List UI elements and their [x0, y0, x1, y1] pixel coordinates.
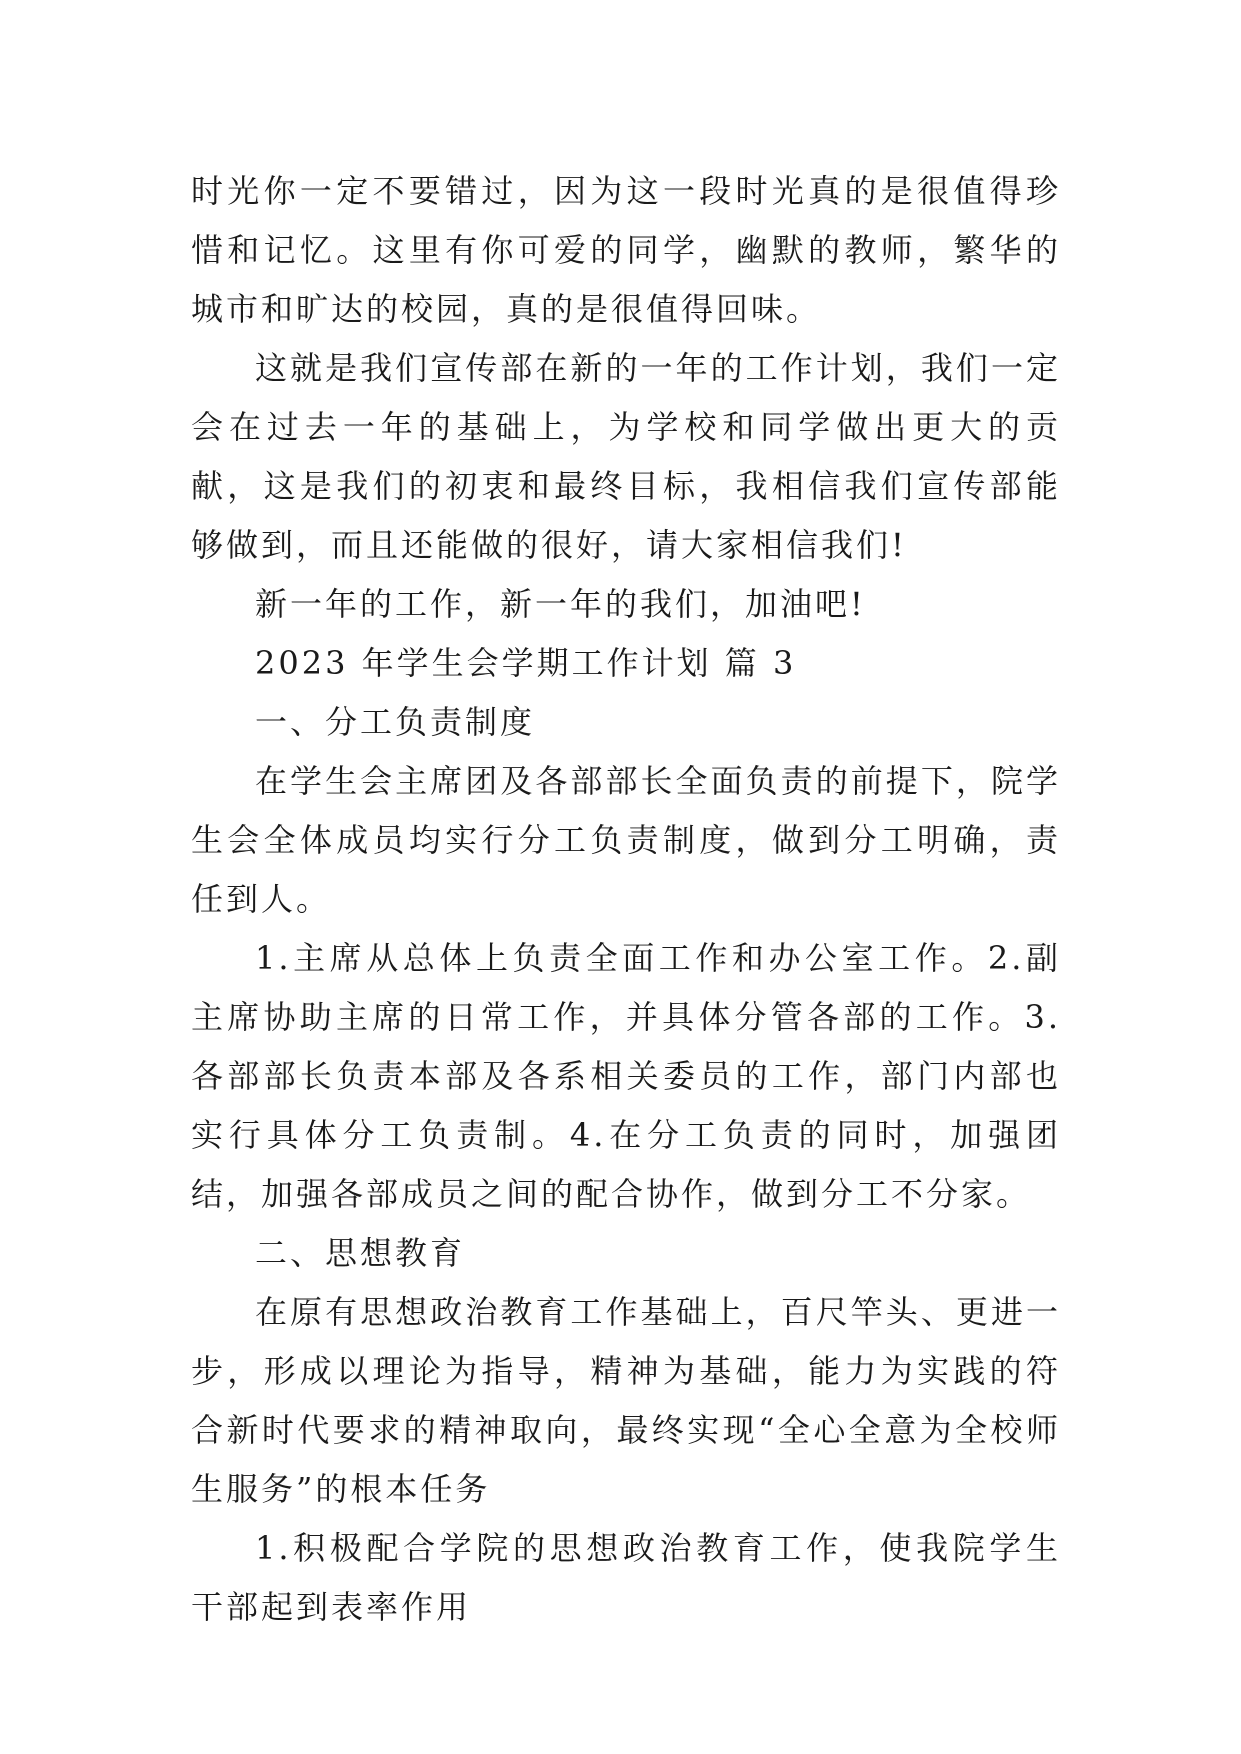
paragraph-1: 时光你一定不要错过，因为这一段时光真的是很值得珍惜和记忆。这里有你可爱的同学，幽默的教师，繁华的城市和旷达的校园，真的是很值得回味。 [191, 172, 1061, 328]
paragraph-3: 新一年的工作，新一年的我们，加油吧! [255, 585, 866, 623]
document-body [191, 162, 1061, 1637]
paragraph-4: 在学生会主席团及各部部长全面负责的前提下，院学生会全体成员均实行分工负责制度，做到分工明确，责任到人。 [191, 762, 1061, 918]
paragraph-6: 在原有思想政治教育工作基础上，百尺竿头、更进一步，形成以理论为指导，精神为基础，能力为实践的符合新时代要求的精神取向，最终实现“全心全意为全校师生服务”的根本任务 [191, 1293, 1061, 1508]
heading-ideological-education: 二、思想教育 [255, 1234, 466, 1272]
paragraph-2: 这就是我们宣传部在新的一年的工作计划，我们一定会在过去一年的基础上，为学校和同学做出更大的贡献，这是我们的初衷和最终目标，我相信我们宣传部能够做到，而且还能做的很好，请大家相信我们! [191, 349, 1061, 564]
paragraph-5: 1.主席从总体上负责全面工作和办公室工作。2.副主席协助主席的日常工作，并具体分管各部的工作。3.各部部长负责本部及各系相关委员的工作，部门内部也实行具体分工负责制。4.在分工负责的同时，加强团结，加强各部成员之间的配合协作，做到分工不分家。 [191, 939, 1061, 1213]
heading-division-of-labor: 一、分工负责制度 [255, 703, 536, 741]
paragraph-7: 1.积极配合学院的思想政治教育工作，使我院学生干部起到表率作用 [191, 1529, 1061, 1626]
section-title: 2023 年学生会学期工作计划 篇 3 [255, 644, 797, 682]
